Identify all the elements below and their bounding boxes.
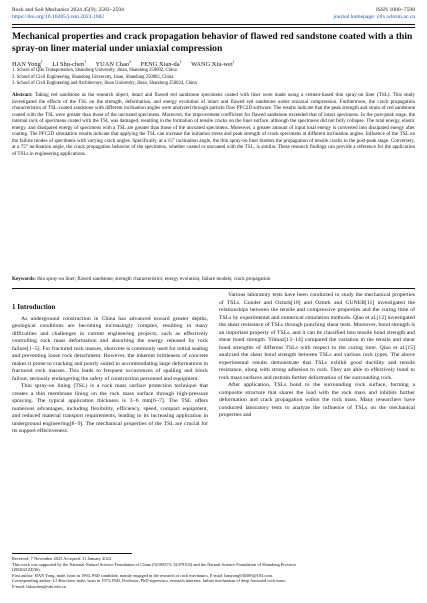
keywords-text: thin spray-on liner; flawed sandstone; strength characteristics; energy evolution; failure models; crack propagation (37, 276, 271, 282)
abstract (12, 92, 415, 157)
paper-title: Mechanical properties and crack propagation behavior of flawed red sandstone coated with a thin spray-on liner material under uniaxial compression (12, 31, 413, 54)
footnote-funding: This work was supported by the National Natural Science Foundation of China (52108373, 52379102) and the Natural Science Foundation of Shandong Province (12, 561, 297, 567)
footnotes (12, 556, 415, 589)
affiliation: 1. School of Qilu Transportation, Shandong University, Jinan, Shandong 250002, China (12, 68, 177, 73)
footnote-email: E-mail: lishuchen@sdu.edu.cn (12, 583, 66, 589)
affiliation: 2. School of Civil Engineering, Shandong University, Jinan, Shandong 250002, China (12, 74, 174, 80)
keywords (12, 276, 415, 283)
footnote-first-author: First author: HAN Yong, male, born in 1994, PhD candidate, mainly engaged in the research of rock mechanics. E-mail: hanyong930306@163.com. (12, 572, 273, 578)
header-rule (12, 24, 415, 25)
author: HAN Yong$^1$ (12, 59, 43, 69)
journal-header (12, 7, 124, 21)
paragraph: As underground construction in China has advanced toward greater depths, geological conditions are becoming increasingly complex, resulting in many difficulties and challenges in current engineering projects, such as effectively controlling rock mass deformation and absorbing the energy released by rock failure[1−5]. For fractured rock masses, shotcrete is commonly used for initial sealing and preventing loose rock detachment. However, the inherent brittleness of concrete makes it prone to cracking and poorly suited to accommodating large deformations in fractured rock masses. This leads to frequent occurrences of spalling and block fallout, seriously endangering the safety of construction personnel and equipment. (12, 315, 208, 382)
paragraph: Various laboratory tests have been conducted to study the mechanical properties of TSLs. Gunder and Ozturk[10] and Ozturk and GUNER[11] investigated the relationships between the tensile and compressive properties and the curing time of TSLs by experimental and numerical simulation methods. Qiao et al.[12] investigated the shear resistance of TSLs through punching shear tests. Moreover, bond strength is an important property of TSLs, and it can be classified into tensile bond strength and shear bond strength. Yilmaz[13−14] compared the variation in the tensile and shear bond strengths of different TSLs with respect to the curing time. Qiao et al.[15] analyzed the shear bond strength between TSLs and various rock types. The above experimental results demonstrate that TSLs exhibit good ductility and tensile resistance, along with strong adhesion to rock. They are able to effectively bond to rock mass surfaces and restrain further deformation of the surrounding rock. (219, 292, 415, 381)
body-column-left (12, 292, 208, 436)
doi-link[interactable]: https://doi.org/10.16285/j.rsm.2023.1682 (12, 14, 105, 20)
affiliation: 3. School of Civil Engineering and Architecture, Jinan University, Jinan, Shandong 250024, China (12, 81, 197, 87)
author: LI Shu-chen$^1$ (52, 59, 87, 69)
journal-homepage-link[interactable]: journal homepage: ytlx.whrsm.ac.cn (333, 14, 415, 20)
author: FENG Xian-$da^1$ (140, 59, 182, 69)
footnote-funding-cont: (ZR2021ZD36). (12, 567, 41, 572)
section-heading: 1 Introduction (12, 303, 56, 311)
journal-header-right (333, 7, 415, 21)
paragraph: Thin spray-on lining (TSL) is a rock mass surface protection technique that creates a thin membrane lining on the rock mass surface through high-pressure spraying. The typical application thickness is 3−6 mm[6−7]. The TSL offers numerous advantages, including flexibility, efficiency, speed, compact equipment, and reduced material transport requirements, leading to its increasing application in underground engineering[8−9]. The mechanical properties of the TSL are crucial for its support effectiveness. (12, 383, 208, 434)
footnote-dates: Received: 7 November 2023 Accepted: 11 January 2024 (12, 556, 111, 561)
journal-citation: Rock and Soil Mechanics 2024 45(9): 2583−2594 (12, 7, 124, 13)
keywords-label: Keywords: (12, 276, 36, 282)
header-rule-thin (12, 27, 415, 28)
paragraph: After application, TSLs bond to the surrounding rock surface, forming a composite structure that shares the load with the rock mass and inhibits further deformation and crack propagation within the rock mass. Many researchers have conducted laboratory tests to analyze the influence of TSLs on the mechanical properties and (219, 382, 415, 418)
issn: ISSN 1000−7598 (375, 7, 415, 13)
author: WANG Xiu-wei$^1$ (191, 59, 235, 69)
footnote-corresponding-author: Corresponding author: LI Shu-chen, male, born in 1973, PhD, Professor, PhD supervisor, research interests: failure mechanism of deep fractured rock mass. (12, 578, 287, 583)
abstract-text: Taking red sandstone as the research object, intact and flawed red sandstone specimens coated with liner were made using a cement-based thin spray-on liner (TSL). This study investigated the effects of the TSL on the strength, deformation, and energy evolution of intact and flawed red sandstone under uniaxial compression. Furthermore, the crack propagation characteristics of TSL-coated sandstone with different inclination angles were analyzed through particle flow PFC2D software. The results indicate that the peak strength and strain of red sandstone coated with the TSL were greater than those of the uncoated specimens. Moreover, the improvement coefficient for flawed sandstone exceeded that of intact specimens. In the post-peak stage, the internal rock of specimens coated with the TSL was damaged, resulting in the formation of tensile cracks on the liner surface, although the specimens did not fully collapse. The total energy, elastic energy, and dissipated energy of specimens with a TSL are greater than those of the uncoated specimens. Moreover, a greater amount of input total energy is converted into dissipated energy after coating. The PFC2D simulation results indicate that applying the TSL can increase the initiation stress and peak strength of crack specimens at different inclination angles. Influence of the TSL on the failure modes of specimens with varying crack angles. Specifically, at a 15° inclination angle, the thin spray-on liner hinders the propagation of tensile cracks in the post-peak stage. Conversely, at a 75° inclination angle, the crack propagation behavior of the specimens, whether coated or uncoated with the TSL, is similar. These research findings can provide a reference for the application of TSLs in engineering applications. (12, 92, 415, 157)
author: YUAN Chao$^2$ (95, 59, 132, 69)
affiliation-list (12, 68, 415, 88)
body-column-right (219, 292, 415, 420)
abstract-divider (12, 288, 415, 289)
footnote-rule (12, 553, 132, 554)
abstract-label: Abstract: (12, 92, 33, 98)
